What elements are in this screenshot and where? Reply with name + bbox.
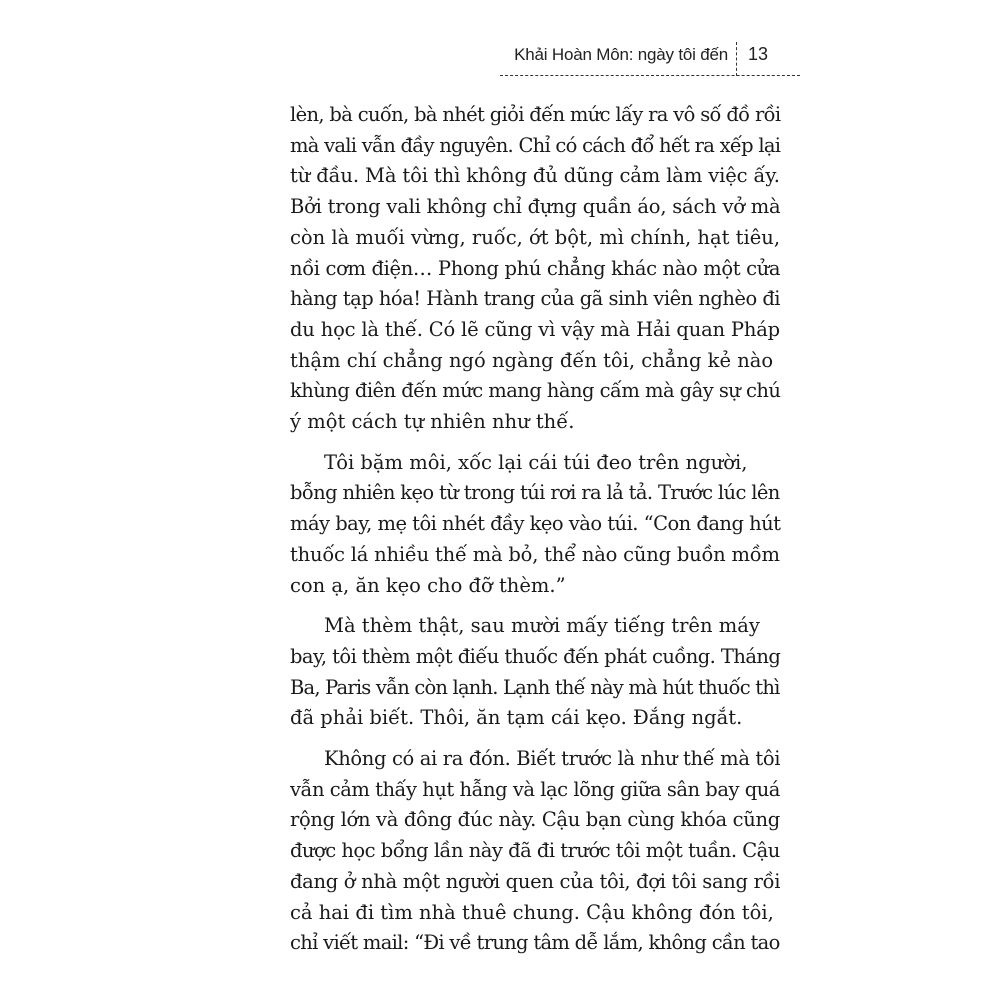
- text-line: du học là thế. Có lẽ cũng vì vậy mà Hải quan Pháp: [290, 317, 780, 341]
- text-line: Tôi bặm môi, xốc lại cái túi đeo trên người,: [324, 450, 748, 474]
- text-line: chỉ viết mail: “Đi về trung tâm dễ lắm, không cần tao: [290, 931, 780, 955]
- page-number: 13: [748, 44, 769, 64]
- paragraph-2: [290, 448, 780, 602]
- text-line: Không có ai ra đón. Biết trước là như thế mà tôi: [324, 747, 781, 771]
- text-line: thuốc lá nhiều thế mà bỏ, thể nào cũng buồn mồm: [290, 542, 780, 566]
- text-line: cả hai đi tìm nhà thuê chung. Cậu không đón tôi,: [290, 900, 774, 924]
- body-text: [290, 100, 780, 959]
- paragraph-4: [290, 744, 780, 959]
- text-line: thậm chí chẳng ngó ngàng đến tôi, chẳng kẻ nào: [290, 348, 774, 372]
- paragraph-1: [290, 100, 780, 438]
- running-header: [500, 42, 800, 74]
- text-line: mà vali vẫn đầy nguyên. Chỉ có cách đổ hết ra xếp lại: [290, 133, 781, 157]
- text-line: còn là muối vừng, ruốc, ớt bột, mì chính, hạt tiêu,: [290, 225, 781, 249]
- text-line: Bởi trong vali không chỉ đựng quần áo, sách vở mà: [290, 195, 781, 219]
- text-line: bỗng nhiên kẹo từ trong túi rơi ra lả tả. Trước lúc lên: [290, 481, 780, 505]
- text-line: Ba, Paris vẫn còn lạnh. Lạnh thế này mà hút thuốc thì: [290, 675, 780, 699]
- paragraph-3: [290, 611, 780, 734]
- header-horizontal-divider: [500, 75, 800, 76]
- text-line: từ đầu. Mà tôi thì không đủ dũng cảm làm việc ấy.: [290, 164, 780, 188]
- chapter-title: Khải Hoàn Môn: ngày tôi đến: [514, 45, 728, 64]
- text-line: đã phải biết. Thôi, ăn tạm cái kẹo. Đắng ngắt.: [290, 706, 743, 730]
- text-line: nồi cơm điện… Phong phú chẳng khác nào một cửa: [290, 256, 781, 280]
- text-line: hàng tạp hóa! Hành trang của gã sinh viên nghèo đi: [290, 287, 781, 311]
- text-line: đang ở nhà một người quen của tôi, đợi tôi sang rồi: [290, 869, 781, 893]
- text-line: ý một cách tự nhiên như thế.: [290, 410, 575, 434]
- text-line: khùng điên đến mức mang hàng cấm mà gây sự chú: [290, 379, 781, 403]
- text-line: vẫn cảm thấy hụt hẫng và lạc lõng giữa sân bay quá: [290, 777, 780, 801]
- text-line: rộng lớn và đông đúc này. Cậu bạn cùng khóa cũng: [290, 808, 780, 832]
- text-line: bay, tôi thèm một điếu thuốc đến phát cuồng. Tháng: [290, 644, 781, 668]
- header-vertical-divider: [736, 42, 737, 76]
- text-line: máy bay, mẹ tôi nhét đầy kẹo vào túi. “Con đang hút: [290, 512, 781, 536]
- text-line: được học bổng lần này đã đi trước tôi một tuần. Cậu: [290, 839, 780, 863]
- text-line: Mà thèm thật, sau mười mấy tiếng trên máy: [324, 614, 760, 638]
- text-line: lèn, bà cuốn, bà nhét giỏi đến mức lấy ra vô số đồ rồi: [290, 103, 781, 126]
- text-line: con ạ, ăn kẹo cho đỡ thèm.”: [290, 573, 566, 597]
